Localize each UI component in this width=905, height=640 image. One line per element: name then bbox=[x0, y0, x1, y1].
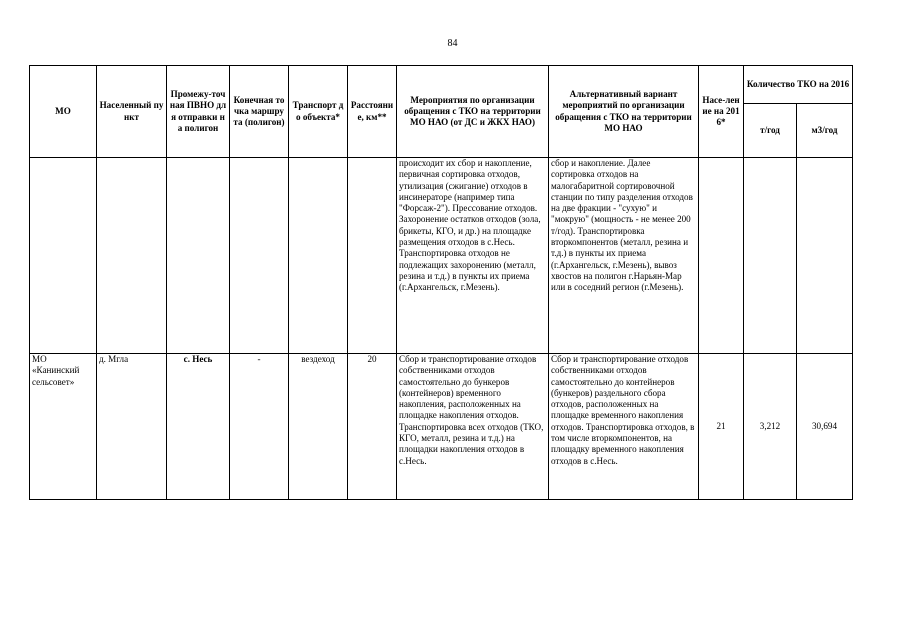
tko-table bbox=[29, 65, 853, 500]
header-population: Насе-ление на 2016* bbox=[699, 66, 744, 158]
header-distance: Расстояние, км** bbox=[348, 66, 397, 158]
cell-transport bbox=[289, 158, 348, 354]
header-transport: Транспорт до объекта* bbox=[289, 66, 348, 158]
cell-mo: МО «Канинский сельсовет» bbox=[30, 354, 97, 500]
header-alternative: Альтернативный вариант мероприятий по организации обращения с ТКО на территории МО НАО bbox=[549, 66, 699, 158]
table-row bbox=[30, 354, 853, 500]
cell-endpoint: - bbox=[230, 354, 289, 500]
header-measures: Мероприятия по организации обращения с ТКО на территории МО НАО (от ДС и ЖКХ НАО) bbox=[397, 66, 549, 158]
cell-m3: 30,694 bbox=[797, 354, 853, 500]
header-endpoint: Конечная точка маршрута (полигон) bbox=[230, 66, 289, 158]
page-number: 84 bbox=[447, 38, 458, 49]
cell-alternative: сбор и накопление. Далее сортировка отходов на малогабаритной сортировочной станции по типу разделения отходов на две фракции - "сухую" и "мокрую" (мощность - не менее 200 т/год). Транспортировка вторкомпонентов (металл, резина и т.д.) в пункты их приема (г.Архангельск, г.Мезень), вывоз хвостов на полигон г.Нарьян-Мар или в соседний регион (г.Мезень). bbox=[549, 158, 699, 354]
header-tons: т/год bbox=[744, 104, 797, 158]
cell-alternative: Сбор и транспортирование отходов собственниками отходов самостоятельно до контейнеров (бункеров) раздельного сбора отходов, расположенных на площадке временного накопления отходов. Транспортировка отходов, в том числе вторкомпонентов, на площадку временного накопления отходов в с.Несь. bbox=[549, 354, 699, 500]
header-mo: МО bbox=[30, 66, 97, 158]
cell-transport: вездеход bbox=[289, 354, 348, 500]
cell-population bbox=[699, 158, 744, 354]
cell-tons bbox=[744, 158, 797, 354]
cell-intermediate bbox=[167, 158, 230, 354]
cell-settlement: д. Мгла bbox=[97, 354, 167, 500]
header-m3: м3/год bbox=[797, 104, 853, 158]
cell-measures: происходит их сбор и накопление, первичная сортировка отходов, утилизация (сжигание) отходов в инсинераторе (например типа "Форсаж-2"). Прессование отходов. Захоронение остатков отходов (зола, брикеты, КГО, и др.) на площадке размещения отходов в с.Несь. Транспортировка отходов не подлежащих захоронению (металл, резина и т.д.) в пункты их приема (г.Архангельск, г.Мезень). bbox=[397, 158, 549, 354]
cell-tons: 3,212 bbox=[744, 354, 797, 500]
cell-population: 21 bbox=[699, 354, 744, 500]
cell-m3 bbox=[797, 158, 853, 354]
cell-mo bbox=[30, 158, 97, 354]
header-tko-group: Количество ТКО на 2016 bbox=[744, 66, 853, 104]
cell-settlement bbox=[97, 158, 167, 354]
cell-endpoint bbox=[230, 158, 289, 354]
header-intermediate: Промежу-точная ПВНО для отправки на полигон bbox=[167, 66, 230, 158]
cell-distance: 20 bbox=[348, 354, 397, 500]
header-settlement: Населенный пункт bbox=[97, 66, 167, 158]
cell-intermediate: с. Несь bbox=[167, 354, 230, 500]
cell-distance bbox=[348, 158, 397, 354]
table-row bbox=[30, 158, 853, 354]
cell-measures: Сбор и транспортирование отходов собственниками отходов самостоятельно до бункеров (контейнеров) временного накопления, расположенных на площадке накопления отходов. Транспортировка всех отходов (ТКО, КГО, металл, резина и т.д.) на площадки накопления отходов в с.Несь. bbox=[397, 354, 549, 500]
